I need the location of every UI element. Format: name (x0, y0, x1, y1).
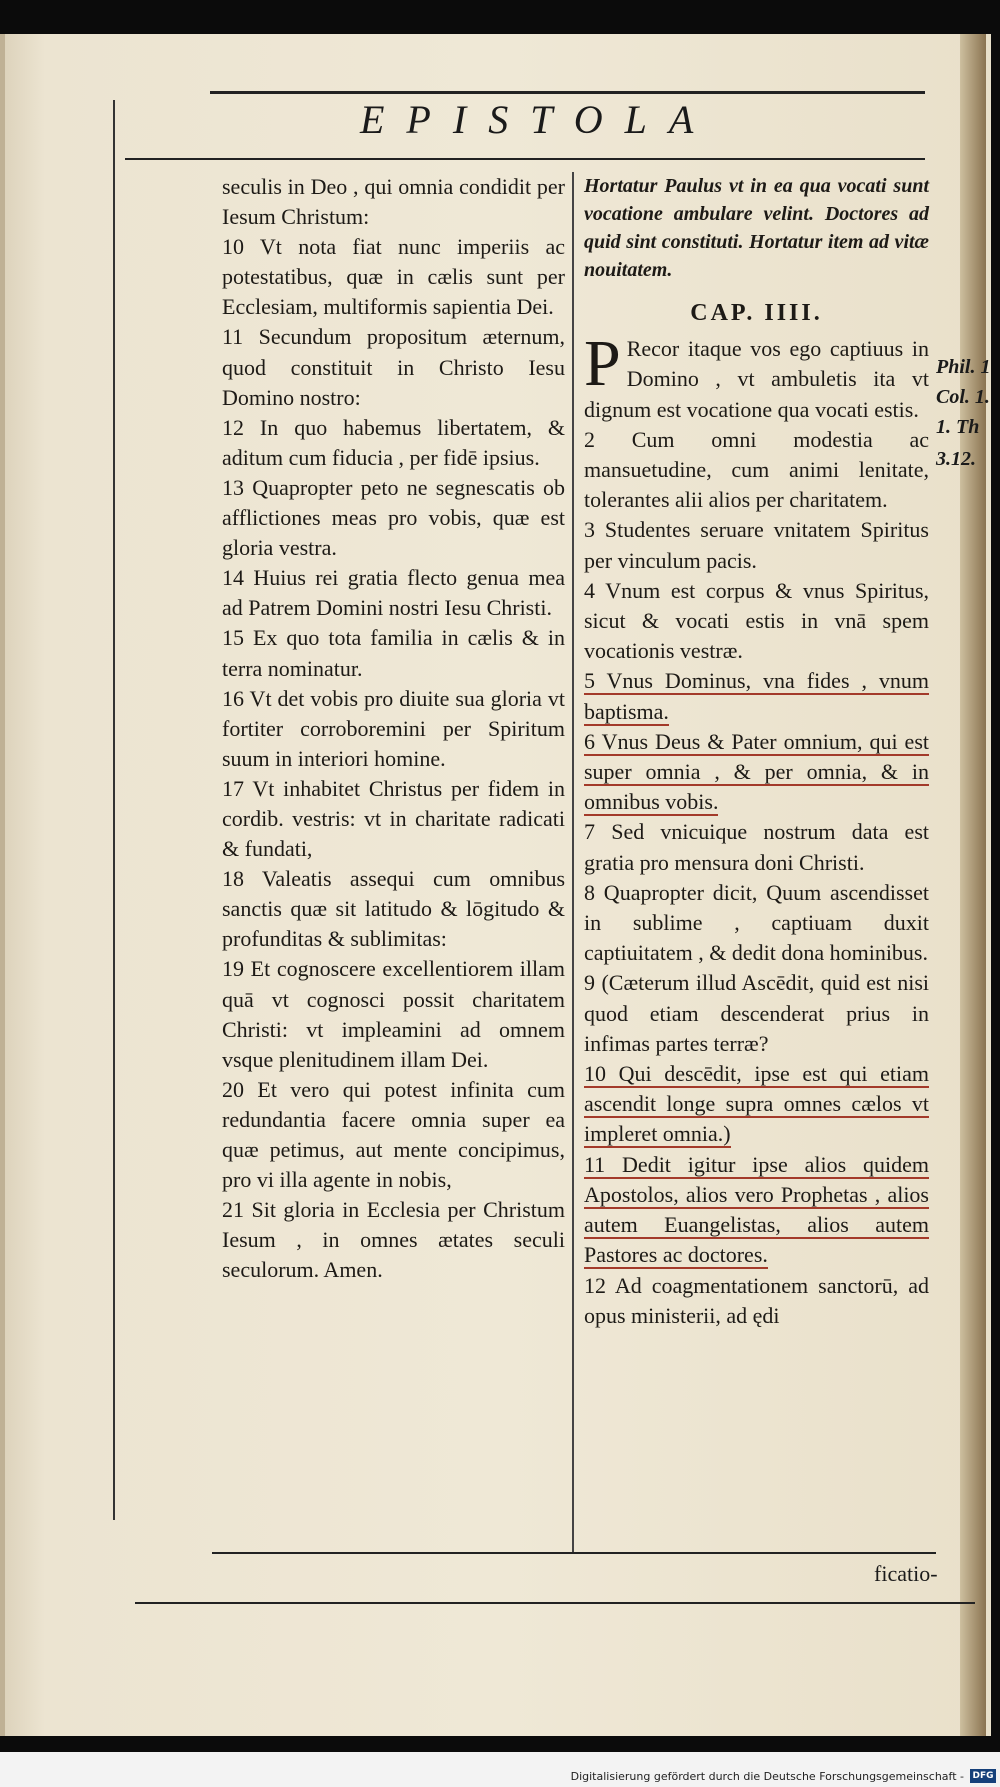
left-column (222, 172, 565, 1285)
underlined-verse: 10 Qui descēdit, ipse est qui etiam ascendit longe supra omnes cælos vt impleret omnia.) (584, 1061, 929, 1147)
verse: 20 Et vero qui potest infinita cum redundantia facere omnia super ea quæ petimus, aut mente concipimus, pro vi illa agente in nobis, (222, 1076, 565, 1193)
marginal-reference: 3.12. (936, 448, 976, 470)
verse: 10 Vt nota fiat nunc imperiis ac potestatibus, quæ in cælis sunt per Ecclesiam, multiformis sapientia Dei. (222, 234, 565, 320)
bottom-rule-2 (135, 1602, 975, 1604)
marginal-reference: Phil. 1 (936, 356, 991, 378)
marginal-reference: Col. 1. (936, 386, 990, 408)
verse: 13 Quapropter peto ne segnescatis ob afflictiones meas pro vobis, quæ est gloria vestra. (222, 474, 565, 561)
page-edge (960, 34, 986, 1736)
catchword: ficatio- (874, 1561, 938, 1586)
verse: 12 In quo habemus libertatem, & aditum cum fiducia , per fidē ipsius. (222, 414, 565, 470)
funding-notice: Digitalisierung gefördert durch die Deutsche Forschungsgemeinschaft - (570, 1770, 964, 1783)
bottom-rule-1 (212, 1552, 936, 1554)
right-column (584, 172, 929, 1331)
verse: 9 (Cæterum illud Ascēdit, quid est nisi quod etiam descenderat prius in infimas partes terræ? (584, 970, 929, 1056)
verse: seculis in Deo , qui omnia condidit per Iesum Christum: (222, 174, 565, 230)
verse: 2 Cum omni modestia ac mansuetudine, cum animi lenitate, tolerantes alii alios per charitatem. (584, 426, 929, 513)
verse-first (584, 327, 929, 425)
verse: 14 Huius rei gratia flecto genua mea ad Patrem Domini nostri Iesu Christi. (222, 565, 565, 621)
underlined-verse: 11 Dedit igitur ipse alios quidem Apostolos, alios vero Prophetas , alios autem Euangelistas, alios autem Pastores ac doctores. (584, 1151, 929, 1268)
drop-capital: P (584, 327, 621, 401)
underlined-verse: 5 Vnus Dominus, vna fides , vnum baptisma. (584, 668, 929, 724)
verse (584, 1059, 929, 1150)
marginal-reference: 1. Th (936, 416, 980, 438)
underlined-verse: 6 Vnus Deus & Pater omnium, qui est super omnia , & per omnia, & in omnibus vobis. (584, 728, 929, 815)
verse: 8 Quapropter dicit, Quum ascendisset in sublime , captiuam duxit captiuitatem , & dedit dona hominibus. (584, 879, 929, 966)
gutter-rule (572, 172, 574, 1552)
dfg-logo: DFG (970, 1769, 996, 1783)
verse (584, 727, 929, 818)
verse (584, 666, 929, 726)
verse: 18 Valeatis assequi cum omnibus sanctis quæ sit latitudo & lōgitudo & profunditas & sublimitas: (222, 866, 565, 952)
head-rule-top (210, 91, 925, 94)
verse: 7 Sed vnicuique nostrum data est gratia pro mensura doni Christi. (584, 819, 929, 875)
verse: 11 Secundum propositum æternum, quod constituit in Christo Iesu Domino nostro: (222, 324, 565, 410)
running-head: EPISTOLA (360, 97, 716, 142)
verse: 21 Sit gloria in Ecclesia per Christum Iesum , in omnes ætates seculi seculorum. Amen. (222, 1197, 565, 1283)
chapter-heading: CAP. IIII. (690, 300, 823, 326)
verse: 19 Et cognoscere excellentiorem illam quā vt cognosci possit charitatem Christi: vt impleamini ad omnem vsque plenitudinem illam Dei. (222, 956, 565, 1072)
verse-text: Recor itaque vos ego captiuus in Domino , vt ambuletis ita vt dignum est vocatione qua vocati estis. (584, 336, 929, 422)
verse (584, 1150, 929, 1271)
verse: 3 Studentes seruare vnitatem Spiritus per vinculum pacis. (584, 517, 929, 573)
verse: 16 Vt det vobis pro diuite sua gloria vt fortiter corroboremini per Spiritum suum in interiori homine. (222, 685, 565, 771)
verse: 4 Vnum est corpus & vnus Spiritus, sicut & vocati estis in vnā spem vocationis vestræ. (584, 577, 929, 664)
chapter-summary: Hortatur Paulus vt in ea qua vocati sunt vocatione ambulare velint. Doctores ad quid sint constituti. Hortatur item ad vitæ nouitatem. (584, 175, 929, 281)
verse: 15 Ex quo tota familia in cælis & in terra nominatur. (222, 625, 565, 681)
left-frame-rule (113, 100, 115, 1520)
head-rule-bottom (125, 158, 925, 160)
verse: 12 Ad coagmentationem sanctorū, ad opus ministerii, ad ędi (584, 1272, 929, 1328)
verse: 17 Vt inhabitet Christus per fidem in cordib. vestris: vt in charitate radicati & fundati, (222, 775, 565, 862)
